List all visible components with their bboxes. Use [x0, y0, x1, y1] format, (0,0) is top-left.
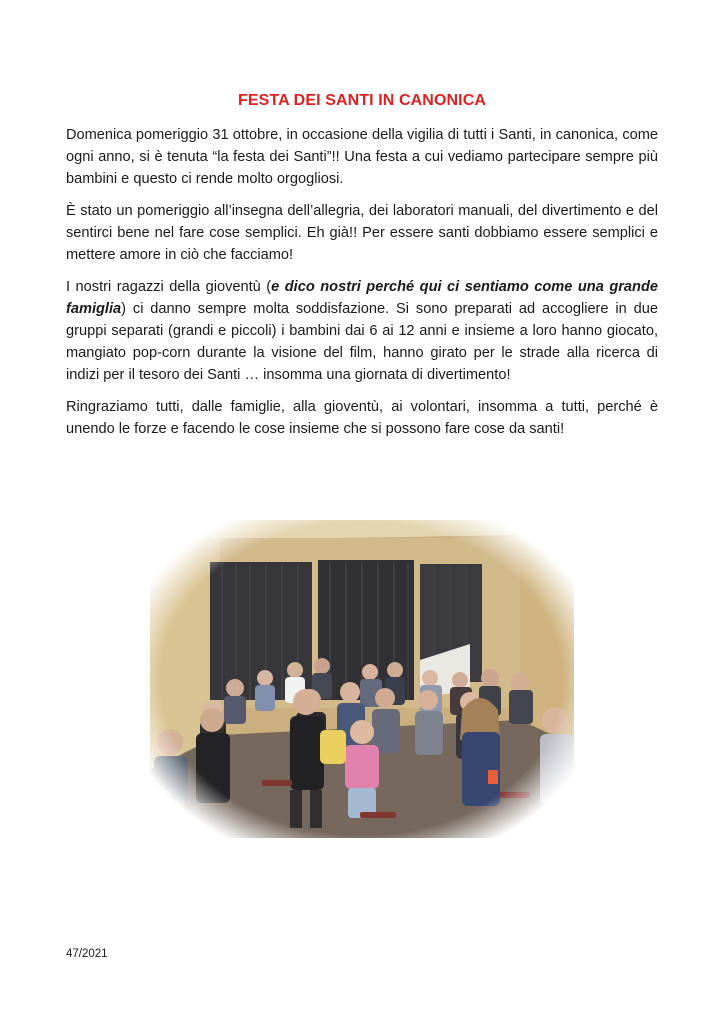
paragraph-3-emphasis: e dico nostri perché qui ci sentiamo come una grande famiglia [66, 279, 658, 317]
paragraph-4: Ringraziamo tutti, dalle famiglie, alla gioventù, ai volontari, insomma a tutti, perché è unendo le forze e facendo le cose insieme che si possono fare cose da santi! [66, 399, 658, 437]
page-title: FESTA DEI SANTI IN CANONICA [237, 92, 487, 109]
paragraph-3-start: I nostri ragazzi della gioventù ( [66, 279, 272, 295]
issue-number: 47/2021 [66, 948, 108, 960]
paragraph-2: È stato un pomeriggio all’insegna dell’allegria, dei laboratori manuali, del divertimento e del sentirci bene nel fare cose semplici. Eh già!! Per essere santi dobbiamo essere semplici e mettere amore in ciò che facciamo! [66, 203, 658, 263]
paragraph-1: Domenica pomeriggio 31 ottobre, in occasione della vigilia di tutti i Santi, in canonica, come ogni anno, si è tenuta “la festa dei Santi”!! Una festa a cui vediamo partecipare sempre più bambini e questo ci rende molto orgogliosi. [66, 127, 658, 187]
article-body [66, 124, 658, 450]
paragraph-3-end: ) ci danno sempre molta soddisfazione. Si sono preparati ad accogliere in due gruppi separati (grandi e piccoli) i bambini dai 6 ai 12 anni e insieme a loro hanno giocato, mangiato pop-corn durante la visione del film, hanno girato per le strade alla ricerca di indizi per il tesoro dei Santi … insomma una giornata di divertimento! [66, 301, 658, 383]
paragraph-3 [66, 276, 658, 386]
group-photo-illustration [150, 520, 574, 838]
group-photo [150, 520, 574, 838]
